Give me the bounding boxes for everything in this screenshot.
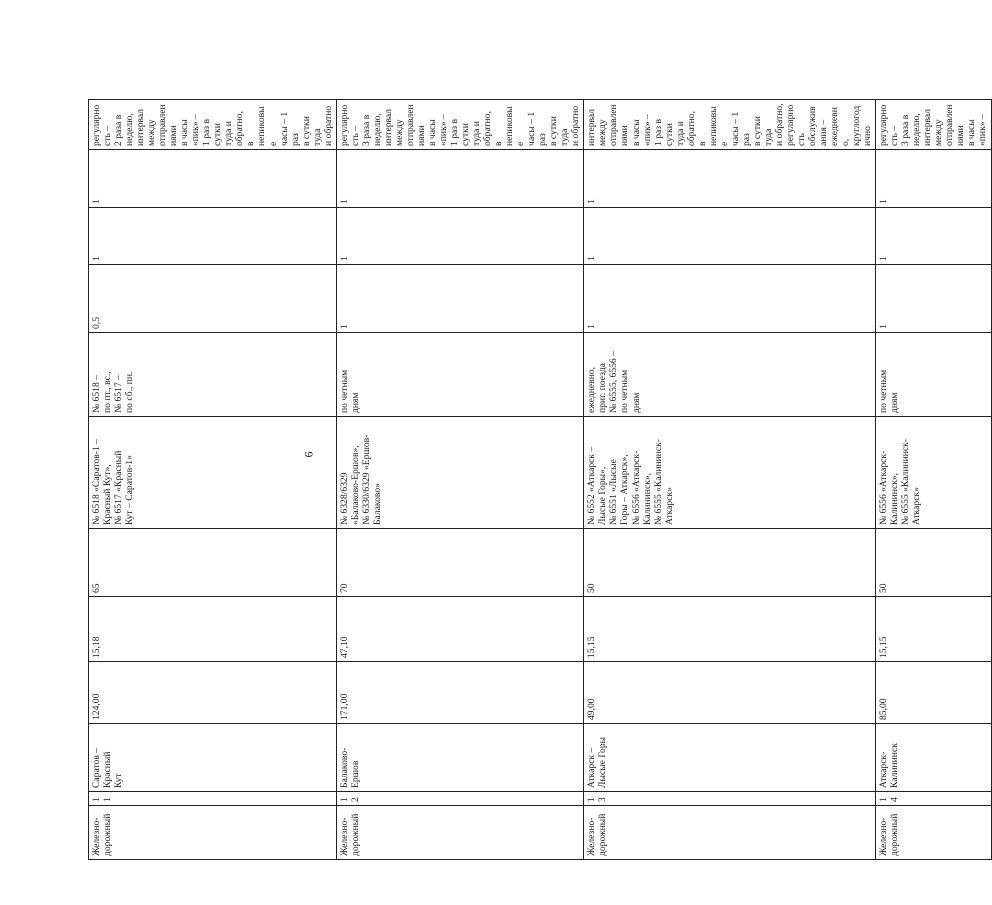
- route-name-cell: Балаково- Ершов: [336, 724, 584, 792]
- page-number: 6: [301, 451, 316, 458]
- routes-table-rotated: [88, 100, 989, 860]
- regularity-cell: интервал между отправлениями в часы «пик» – 1 раз в сутки туда и обратно, в непиковые часы – 1 раз в сутки туда и обратно, регулярность обслуживания – ежедневно, круглогодично: [584, 100, 876, 150]
- routes-table: [88, 99, 992, 860]
- route-length-cell: 49,00: [584, 662, 876, 724]
- speed-cell: 65: [89, 529, 337, 597]
- route-name-cell: Саратов – Красный Кут: [89, 724, 337, 792]
- route-length-cell: 171,00: [336, 662, 584, 724]
- travel-time-cell: 15,15: [584, 597, 876, 662]
- regularity-cell: регулярность – 3 раза в неделю, интервал между отправлениями в часы «пик» –: [876, 100, 991, 150]
- regularity-cell: регулярность – 3 раза в неделю, интервал между отправлениями в часы «пик» – 1 раз в сутки туда и обратно, в непиковые часы – 1 раз в сутки туда и обратно: [336, 100, 584, 150]
- value-c-cell: 1: [89, 150, 337, 208]
- table-row: [584, 100, 876, 860]
- regularity-cell: регулярность – 2 раза в неделю, интервал между отправлениями в часы «пик» – 1 раз в сутки туда и обратно, в непиковые часы – 1 раз в сутки туда и обратно: [89, 100, 337, 150]
- route-number-cell: 13: [584, 792, 876, 806]
- value-b-cell: 1: [584, 208, 876, 265]
- table-row: [336, 100, 584, 860]
- value-c-cell: 1: [876, 150, 991, 208]
- value-c-cell: 1: [336, 150, 584, 208]
- travel-time-cell: 15,18: [89, 597, 337, 662]
- trains-cell: № 6328/6329 «Балаково-Ершов», № 6330/6329 «Ершов- Балаково»: [336, 417, 584, 529]
- schedule-days-cell: № 6518 – по пт., вс., № 6517 – по сб., пн.: [89, 333, 337, 417]
- value-b-cell: 1: [876, 208, 991, 265]
- schedule-days-cell: ежедневно, приг. поезда № 6555, 6556 – по четным дням: [584, 333, 876, 417]
- transport-type-cell: Железно- дорожный: [584, 806, 876, 860]
- value-a-cell: 1: [584, 265, 876, 333]
- transport-type-cell: Железно- дорожный: [876, 806, 991, 860]
- value-c-cell: 1: [584, 150, 876, 208]
- value-b-cell: 1: [89, 208, 337, 265]
- trains-cell: № 6556 «Аткарск- Калининск», № 6555 «Калининск- Аткарск»: [876, 417, 991, 529]
- schedule-days-cell: по четным дням: [336, 333, 584, 417]
- route-name-cell: Аткарск- Калининск: [876, 724, 991, 792]
- table-row: [89, 100, 337, 860]
- transport-type-cell: Железно- дорожный: [89, 806, 337, 860]
- value-a-cell: 1: [336, 265, 584, 333]
- route-length-cell: 85,00: [876, 662, 991, 724]
- travel-time-cell: 15,15: [876, 597, 991, 662]
- speed-cell: 50: [584, 529, 876, 597]
- route-number-cell: 12: [336, 792, 584, 806]
- travel-time-cell: 47,10: [336, 597, 584, 662]
- route-length-cell: 124,00: [89, 662, 337, 724]
- route-number-cell: 11: [89, 792, 337, 806]
- trains-cell: № 6552 «Аткарск – Лысые Горы», № 6551 «Лысые Горы – Аткарск», № 6556 «Аткарск- Калининск», № 6555 «Калининск- Аткарск»: [584, 417, 876, 529]
- trains-cell: № 6518 «Саратов-1 – Красный Кут», № 6517 «Красный Кут – Саратов-1»: [89, 417, 337, 529]
- route-number-cell: 14: [876, 792, 991, 806]
- table-row: [876, 100, 991, 860]
- transport-type-cell: Железно- дорожный: [336, 806, 584, 860]
- route-name-cell: Аткарск – Лысые Горы: [584, 724, 876, 792]
- schedule-days-cell: по четным дням: [876, 333, 991, 417]
- value-b-cell: 1: [336, 208, 584, 265]
- speed-cell: 70: [336, 529, 584, 597]
- speed-cell: 50: [876, 529, 991, 597]
- value-a-cell: 1: [876, 265, 991, 333]
- value-a-cell: 0,5: [89, 265, 337, 333]
